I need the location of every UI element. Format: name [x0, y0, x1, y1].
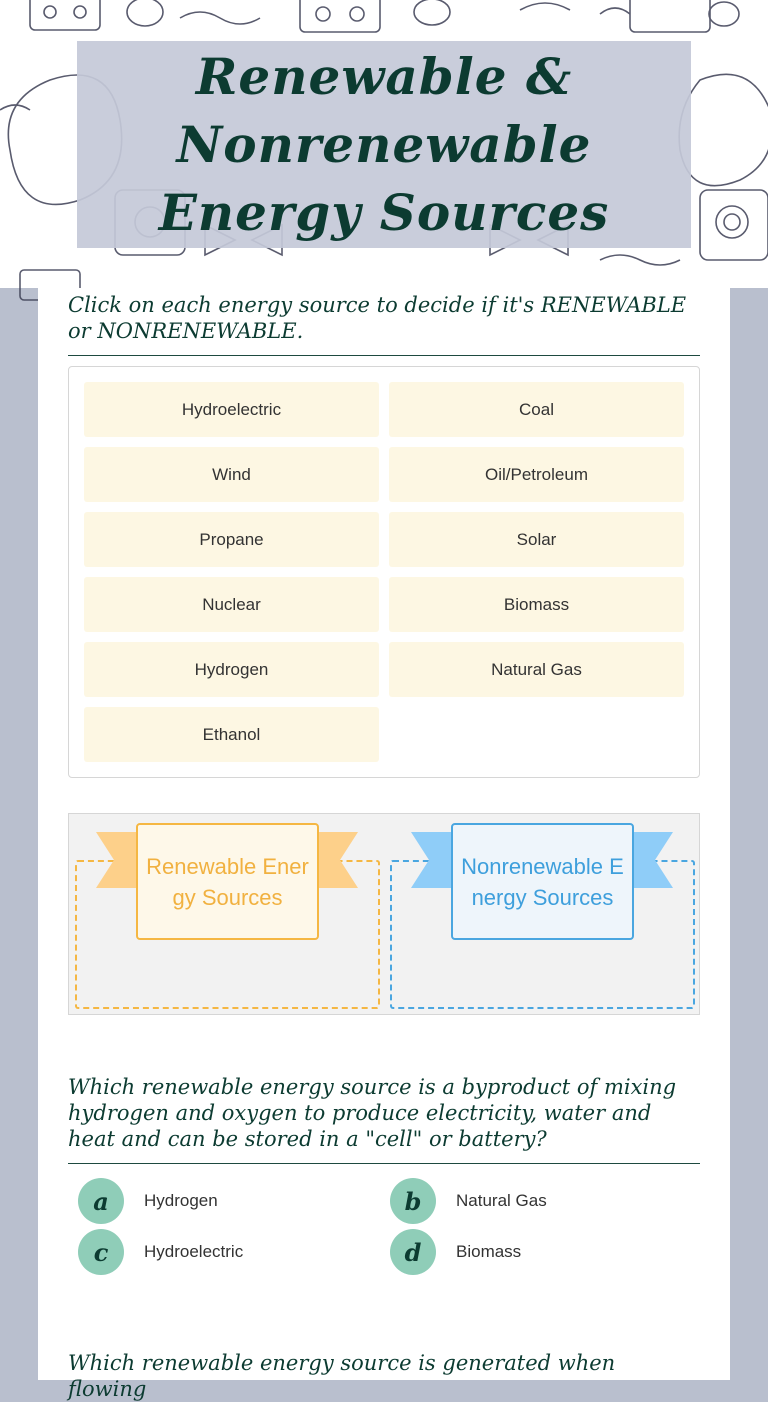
energy-chip-nuclear[interactable]: Nuclear — [84, 577, 379, 632]
option-letter-badge: b — [390, 1178, 436, 1224]
question-1-option-d[interactable] — [390, 1229, 690, 1275]
question-1-option-c[interactable] — [78, 1229, 378, 1275]
question-2-text: Which renewable energy source is generated when flowing — [68, 1351, 616, 1401]
energy-chip-coal[interactable]: Coal — [389, 382, 684, 437]
question-1-option-b[interactable] — [390, 1178, 690, 1224]
option-letter-badge: a — [78, 1178, 124, 1224]
energy-chip-biomass[interactable]: Biomass — [389, 577, 684, 632]
option-text: Hydrogen — [144, 1191, 218, 1210]
question-1-text: Which renewable energy source is a byproduct of mixing hydrogen and oxygen to produce electricity, water and heat and can be stored in a "cell" or battery? — [68, 1075, 677, 1151]
renewable-category-label: Renewable Energy Sources — [136, 823, 319, 940]
option-text: Hydroelectric — [144, 1242, 244, 1261]
option-letter-badge: d — [390, 1229, 436, 1275]
question-1-divider — [68, 1163, 700, 1164]
nonrenewable-category-label: Nonrenewable Energy Sources — [451, 823, 634, 940]
energy-chip-ethanol[interactable]: Ethanol — [84, 707, 379, 762]
energy-chip-hydroelectric[interactable]: Hydroelectric — [84, 382, 379, 437]
option-text: Biomass — [456, 1242, 522, 1261]
energy-chip-solar[interactable]: Solar — [389, 512, 684, 567]
option-letter-badge: c — [78, 1229, 124, 1275]
option-text: Natural Gas — [456, 1191, 547, 1210]
energy-source-bank — [68, 366, 700, 778]
title-box — [77, 41, 691, 248]
question-1-option-a[interactable] — [78, 1178, 378, 1224]
energy-chip-natural-gas[interactable]: Natural Gas — [389, 642, 684, 697]
energy-chip-oil-petroleum[interactable]: Oil/Petroleum — [389, 447, 684, 502]
header-banner — [0, 0, 768, 288]
worksheet — [38, 288, 730, 1401]
energy-chip-propane[interactable]: Propane — [84, 512, 379, 567]
energy-chip-wind[interactable]: Wind — [84, 447, 379, 502]
sort-instructions: Click on each energy source to decide if it's RENEWABLE or NONRENEWABLE. — [68, 293, 687, 343]
sorting-area — [68, 813, 700, 1015]
energy-chip-hydrogen[interactable]: Hydrogen — [84, 642, 379, 697]
page-title: Renewable & Nonrenewable Energy Sources — [158, 46, 610, 242]
instructions-divider — [68, 355, 700, 356]
